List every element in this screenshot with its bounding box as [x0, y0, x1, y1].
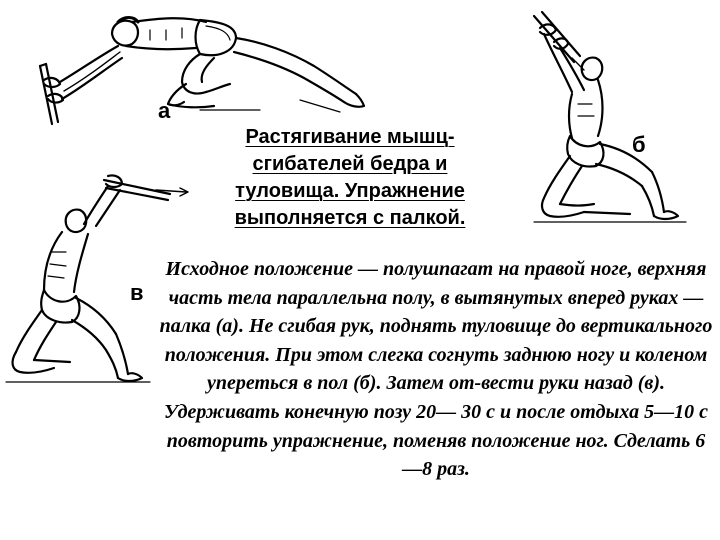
figure-a-half-split-torso-forward: [0, 0, 380, 130]
figure-b-torso-vertical-knee-down: [520, 8, 720, 230]
label-a: а: [158, 98, 171, 123]
exercise-description: Исходное положение — полушпагат на правой ноге, верхняя часть тела параллельна полу, в вытянутых вперед руках — палка (а). Не сгибая рук, поднять туловище до вертикального положения. При этом слегка согнуть заднюю ногу и коленом упереться в пол (б). Затем от-вести руки назад (в). Удерживать конечную позу 20— 30 с и после отдыха 5—10 с повторить упражнение, поменяв положение ног. Сделать 6—8 раз.: [159, 258, 713, 481]
exercise-title: Растягивание мышц-сгибателей бедра и туловища. Упражнение выполняется с палкой.: [234, 126, 466, 229]
label-v: в: [130, 280, 144, 305]
label-b: б: [632, 132, 646, 157]
